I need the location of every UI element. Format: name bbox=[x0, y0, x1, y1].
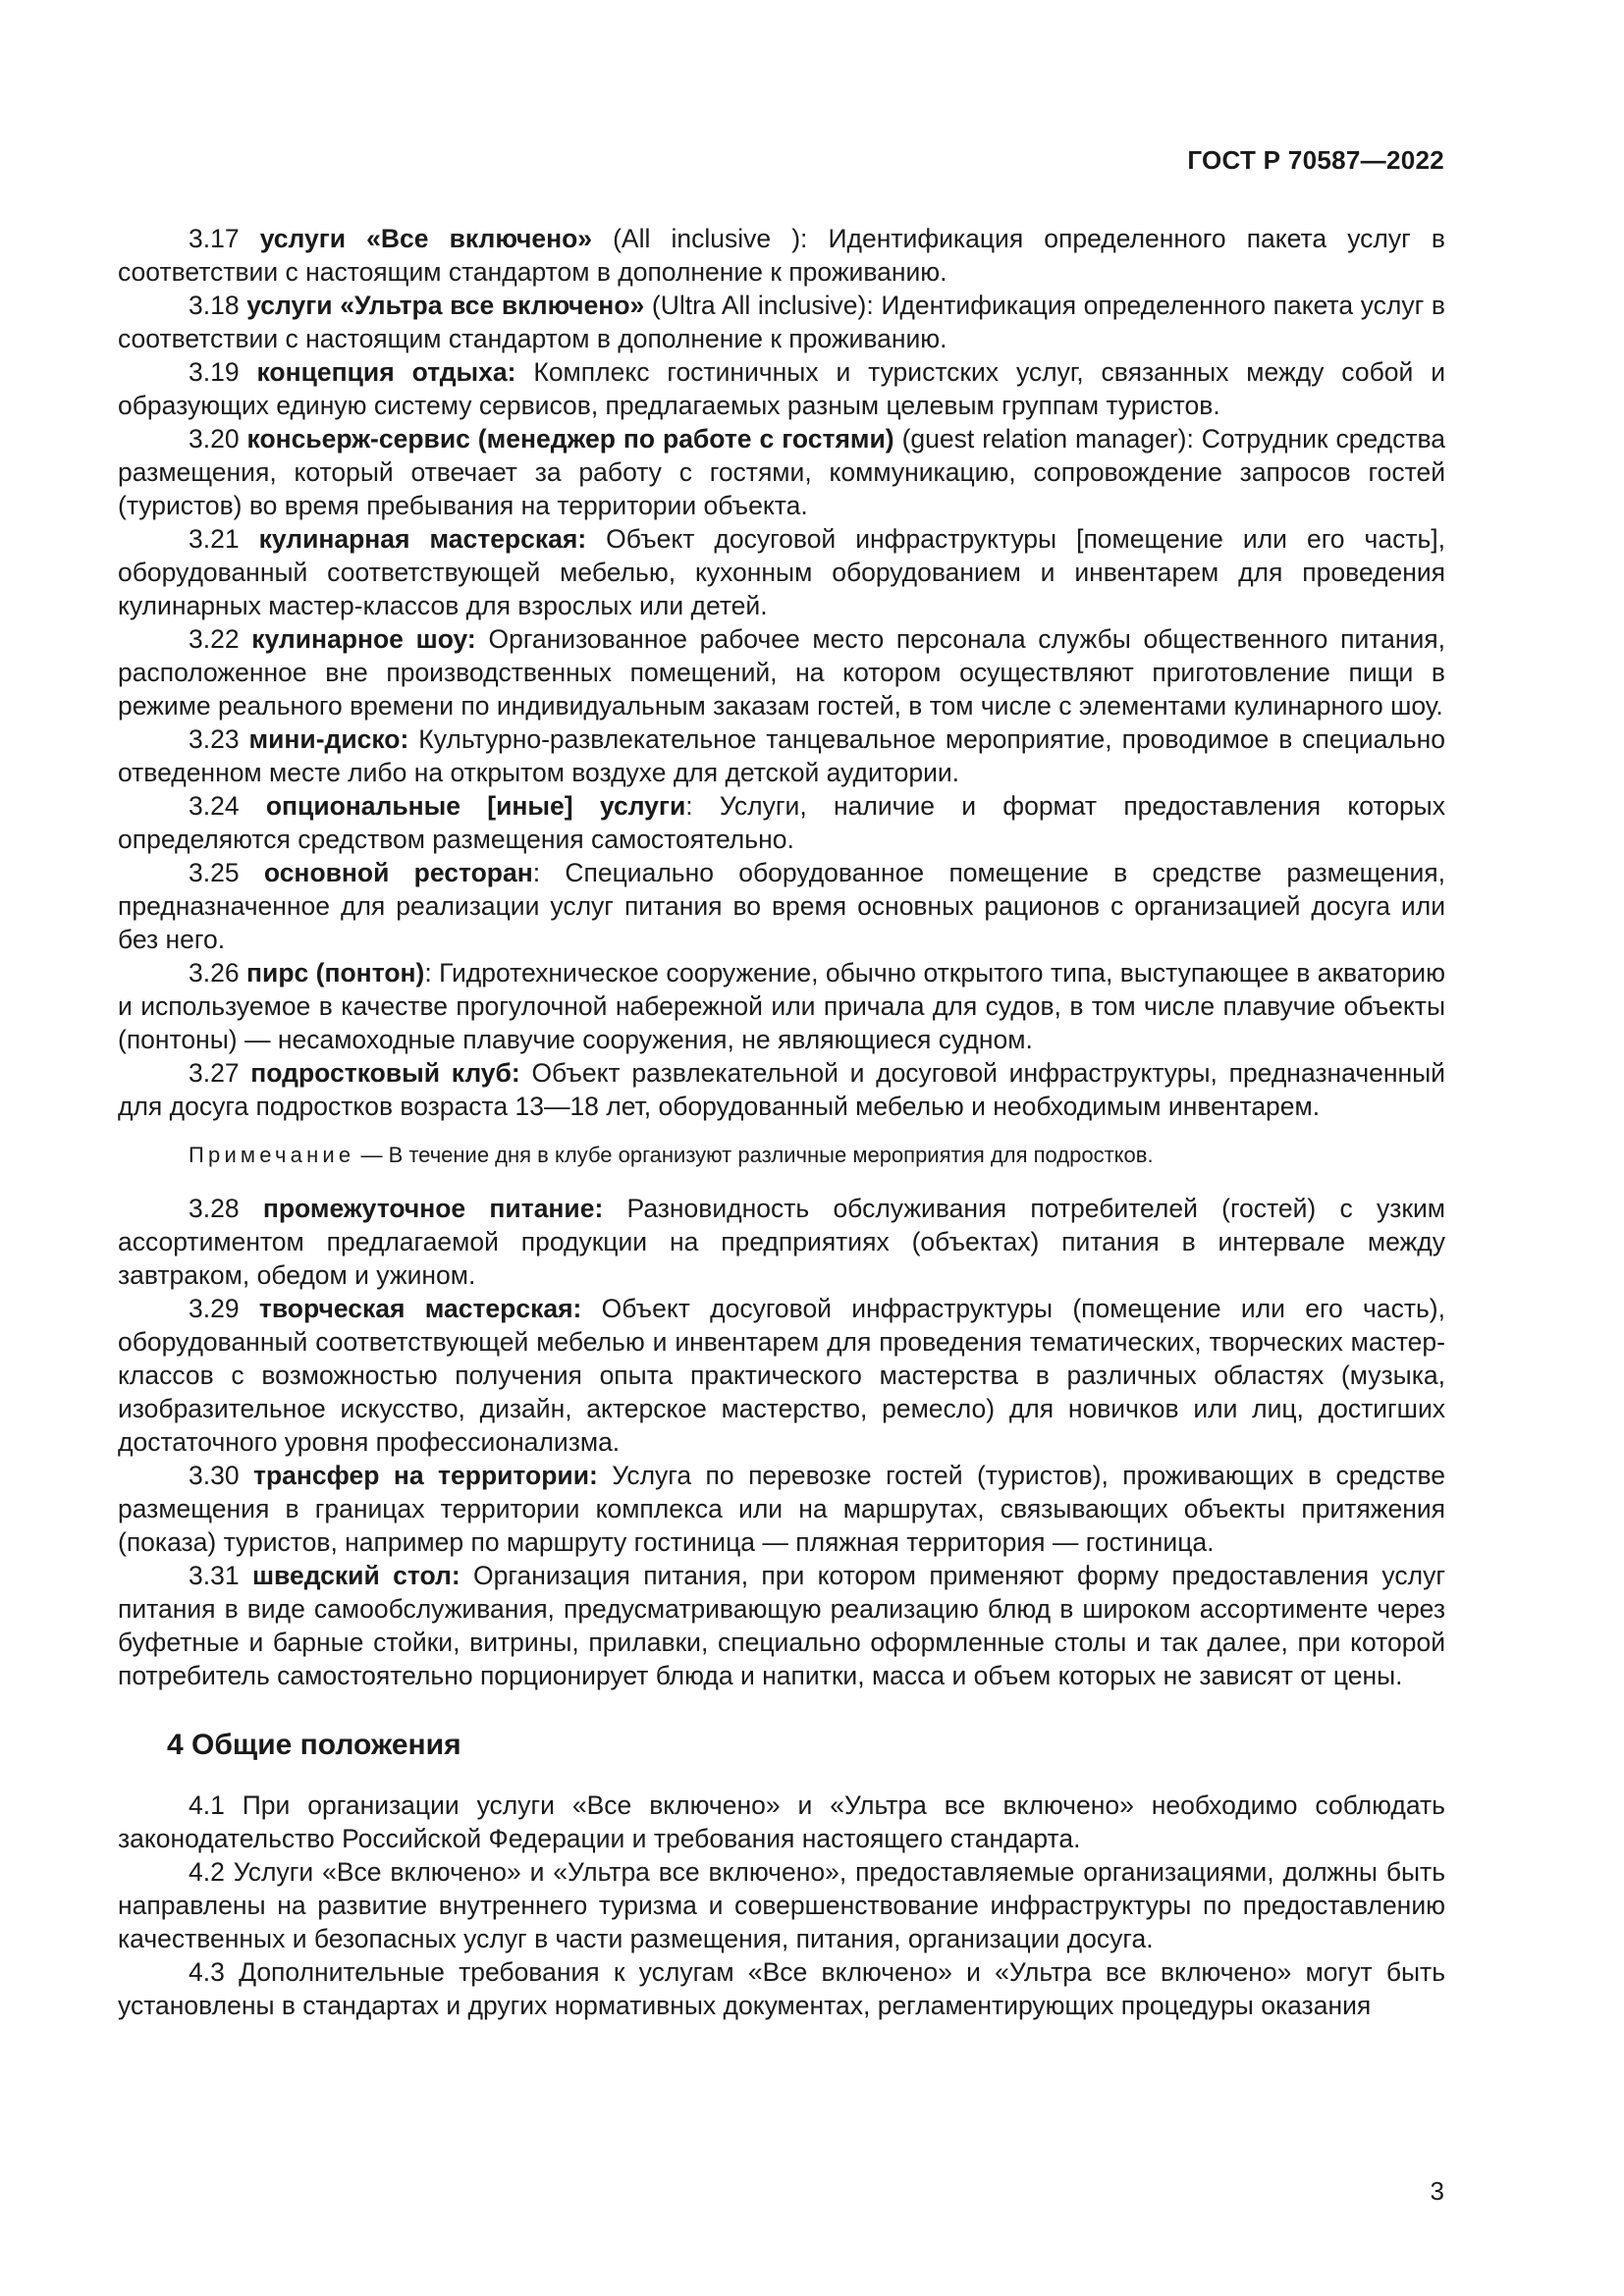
section-paragraph bbox=[118, 1955, 1445, 2022]
section-paragraph bbox=[118, 1855, 1445, 1955]
clause-number: 3.17 bbox=[189, 224, 240, 253]
definition-text: Объект досуговой инфраструктуры (помещение или его часть), оборудованный соответствующей мебелью и инвентарем для проведения тематических, творческих мастер-классов с возможностью получения опыта практического мастерства в различных областях (музыка, изобразительное искусство, дизайн, актерское мастерство, ремесло) для новичков или лиц, достигших достаточного уровня профессионализма. bbox=[118, 1294, 1445, 1457]
defined-term: мини-диско: bbox=[248, 724, 409, 754]
definitions-list-b bbox=[118, 1192, 1445, 1692]
page-number: 3 bbox=[1430, 2176, 1444, 2206]
definitions-list-a bbox=[118, 222, 1445, 1123]
definition-item bbox=[118, 222, 1445, 289]
section-heading: 4 Общие положения bbox=[167, 1729, 461, 1761]
defined-term: концепция отдыха: bbox=[256, 357, 516, 387]
definition-text: : Гидротехническое сооружение, обычно открытого типа, выступающее в акваторию и используемое в качестве прогулочной набережной или причала для судов, в том числе плавучие объекты (понтоны) — несамоходные плавучие сооружения, не являющиеся судном. bbox=[118, 958, 1445, 1054]
definition-item bbox=[118, 1459, 1445, 1559]
note bbox=[118, 1141, 1445, 1170]
paragraph-text: При организации услуги «Все включено» и «Ультра все включено» необходимо соблюдать законодательство Российской Федерации и требования настоящего стандарта. bbox=[118, 1790, 1445, 1853]
definition-item bbox=[118, 856, 1445, 956]
definition-text: Объект досуговой инфраструктуры [помещение или его часть], оборудованный соответствующей мебелью, кухонным оборудованием и инвентарем для проведения кулинарных мастер-классов для взрослых или детей. bbox=[118, 524, 1445, 620]
clause-number: 3.20 bbox=[189, 424, 240, 454]
definition-text: Объект развлекательной и досуговой инфраструктуры, предназначенный для досуга подростков возраста 13—18 лет, оборудованный мебелью и необходимым инвентарем. bbox=[118, 1058, 1445, 1121]
clause-number: 3.22 bbox=[189, 624, 240, 654]
definition-item bbox=[118, 289, 1445, 355]
definition-text: (guest relation manager): Сотрудник средства размещения, который отвечает за работу с гостями, коммуникацию, сопровождение запросов гостей (туристов) во время пребывания на территории объекта. bbox=[118, 424, 1445, 520]
defined-term: услуги «Все включено» bbox=[259, 224, 592, 253]
clause-number: 3.19 bbox=[189, 357, 240, 387]
clause-number: 3.18 bbox=[189, 291, 240, 320]
defined-term: услуги «Ультра все включено» bbox=[246, 291, 645, 320]
defined-term: пирс (понтон) bbox=[246, 958, 425, 988]
section-paragraph bbox=[118, 1789, 1445, 1855]
defined-term: промежуточное питание: bbox=[262, 1194, 604, 1223]
clause-number: 3.23 bbox=[189, 724, 240, 754]
clause-number: 3.27 bbox=[189, 1058, 240, 1088]
defined-term: основной ресторан bbox=[263, 858, 533, 887]
definition-item bbox=[118, 956, 1445, 1056]
definition-item bbox=[118, 522, 1445, 622]
definition-item bbox=[118, 355, 1445, 422]
clause-number: 3.30 bbox=[189, 1461, 240, 1490]
definition-text: Услуга по перевозке гостей (туристов), проживающих в средстве размещения в границах территории комплекса или на маршрутах, связывающих объекты притяжения (показа) туристов, например по маршруту гостиница — пляжная территория — гостиница. bbox=[118, 1461, 1446, 1557]
standard-header: ГОСТ Р 70587—2022 bbox=[1187, 145, 1444, 175]
paragraph-text: Дополнительные требования к услугам «Все включено» и «Ультра все включено» могут быть установлены в стандартах и других нормативных документах, регламентирующих процедуры оказания bbox=[118, 1957, 1445, 2020]
document-body bbox=[118, 222, 1445, 2022]
section-4-paragraphs bbox=[118, 1789, 1445, 2022]
definition-item bbox=[118, 422, 1445, 522]
defined-term: шведский стол: bbox=[251, 1561, 460, 1590]
definition-item bbox=[118, 1559, 1445, 1692]
definition-text: Культурно-развлекательное танцевальное мероприятие, проводимое в специально отведенном месте либо на открытом воздухе для детской аудитории. bbox=[118, 724, 1445, 787]
note-text: — В течение дня в клубе организуют различные мероприятия для подростков. bbox=[354, 1143, 1154, 1167]
note-label: Примечание bbox=[189, 1143, 355, 1167]
definition-item bbox=[118, 789, 1445, 856]
defined-term: кулинарное шоу: bbox=[251, 624, 476, 654]
definition-item bbox=[118, 1192, 1445, 1292]
definition-text: (All inclusive ): Идентификация определенного пакета услуг в соответствии с настоящим стандартом в дополнение к проживанию. bbox=[118, 224, 1445, 287]
definition-item bbox=[118, 1056, 1445, 1123]
defined-term: творческая мастерская: bbox=[258, 1294, 582, 1323]
definition-text: (Ultra All inclusive): Идентификация определенного пакета услуг в соответствии с настоящим стандартом в дополнение к проживанию. bbox=[118, 291, 1445, 353]
definition-text: Разновидность обслуживания потребителей (гостей) с узким ассортиментом предлагаемой продукции на предприятиях (объектах) питания в интервале между завтраком, обедом и ужином. bbox=[118, 1194, 1445, 1290]
clause-number: 3.25 bbox=[189, 858, 240, 887]
definition-text: Организация питания, при котором применяют форму предоставления услуг питания в виде самообслуживания, предусматривающую реализацию блюд в широком ассортименте через буфетные и барные стойки, витрины, прилавки, специально оформленные столы и так далее, при которой потребитель самостоятельно порционирует блюда и напитки, масса и объем которых не зависят от цены. bbox=[118, 1561, 1445, 1690]
clause-number: 3.21 bbox=[189, 524, 240, 554]
clause-number: 3.29 bbox=[189, 1294, 240, 1323]
defined-term: подростковый клуб: bbox=[250, 1058, 520, 1088]
clause-number: 4.3 bbox=[189, 1957, 225, 1987]
clause-number: 4.2 bbox=[189, 1857, 225, 1887]
defined-term: трансфер на территории: bbox=[253, 1461, 598, 1490]
defined-term: консьерж-сервис (менеджер по работе с гостями) bbox=[246, 424, 894, 454]
definition-text: Комплекс гостиничных и туристских услуг, связанных между собой и образующих единую систему сервисов, предлагаемых разным целевым группам туристов. bbox=[118, 357, 1445, 420]
definition-text: : Специально оборудованное помещение в средстве размещения, предназначенное для реализации услуг питания во время основных рационов с организацией досуга или без него. bbox=[118, 858, 1445, 954]
clause-number: 4.1 bbox=[189, 1790, 225, 1820]
clause-number: 3.24 bbox=[189, 791, 240, 821]
definition-item bbox=[118, 622, 1445, 722]
definition-item bbox=[118, 722, 1445, 789]
definition-text: Организованное рабочее место персонала службы общественного питания, расположенное вне производственных помещений, на котором осуществляют приготовление пищи в режиме реального времени по индивидуальным заказам гостей, в том числе с элементами кулинарного шоу. bbox=[118, 624, 1445, 721]
clause-number: 3.28 bbox=[189, 1194, 240, 1223]
clause-number: 3.26 bbox=[189, 958, 240, 988]
paragraph-text: Услуги «Все включено» и «Ультра все включено», предоставляемые организациями, должны быть направлены на развитие внутреннего туризма и совершенствование инфраструктуры по предоставлению качественных и безопасных услуг в части размещения, питания, организации досуга. bbox=[118, 1857, 1445, 1953]
defined-term: опциональные [иные] услуги bbox=[265, 791, 686, 821]
clause-number: 3.31 bbox=[189, 1561, 240, 1590]
definition-text: : Услуги, наличие и формат предоставления которых определяются средством размещения самостоятельно. bbox=[118, 791, 1445, 854]
defined-term: кулинарная мастерская: bbox=[258, 524, 587, 554]
definition-item bbox=[118, 1292, 1445, 1459]
